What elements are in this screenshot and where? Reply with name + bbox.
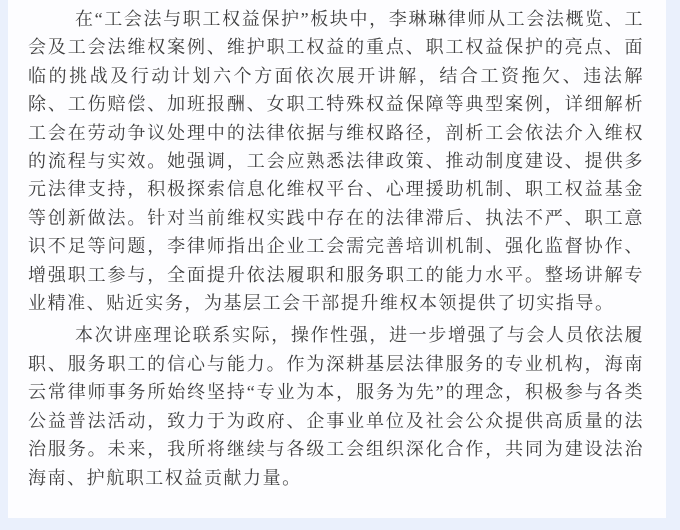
article-paragraph-1: 在“工会法与职工权益保护”板块中，李琳琳律师从工会法概览、工会及工会法维权案例、维护职工权益的重点、职工权益保护的亮点、面临的挑战及行动计划六个方面依次展开讲解，结合工资拖欠、违法解除、工伤赔偿、加班报酬、女职工特殊权益保障等典型案例，详细解析工会在劳动争议处理中的法律依据与维权路径，剖析工会依法介入维权的流程与实效。她强调，工会应熟悉法律政策、推动制度建设、提供多元法律支持，积极探索信息化维权平台、心理援助机制、职工权益基金等创新做法。针对当前维权实践中存在的法律滞后、执法不严、职工意识不足等问题，李律师指出企业工会需完善培训机制、强化监督协作、增强职工参与，全面提升依法履职和服务职工的能力水平。整场讲解专业精准、贴近实务，为基层工会干部提升维权本领提供了切实指导。 bbox=[28, 9, 644, 314]
article-paragraph-2: 本次讲座理论联系实际，操作性强，进一步增强了与会人员依法履职、服务职工的信心与能力。作为深耕基层法律服务的专业机构，海南云常律师事务所始终坚持“专业为本，服务为先”的理念，积极参与各类公益普法活动，致力于为政府、企事业单位及社会公众提供高质量的法治服务。未来，我所将继续与各级工会组织深化合作，共同为建设法治海南、护航职工权益贡献力量。 bbox=[28, 325, 644, 488]
article-body bbox=[28, 5, 644, 492]
article-card bbox=[8, 0, 666, 518]
